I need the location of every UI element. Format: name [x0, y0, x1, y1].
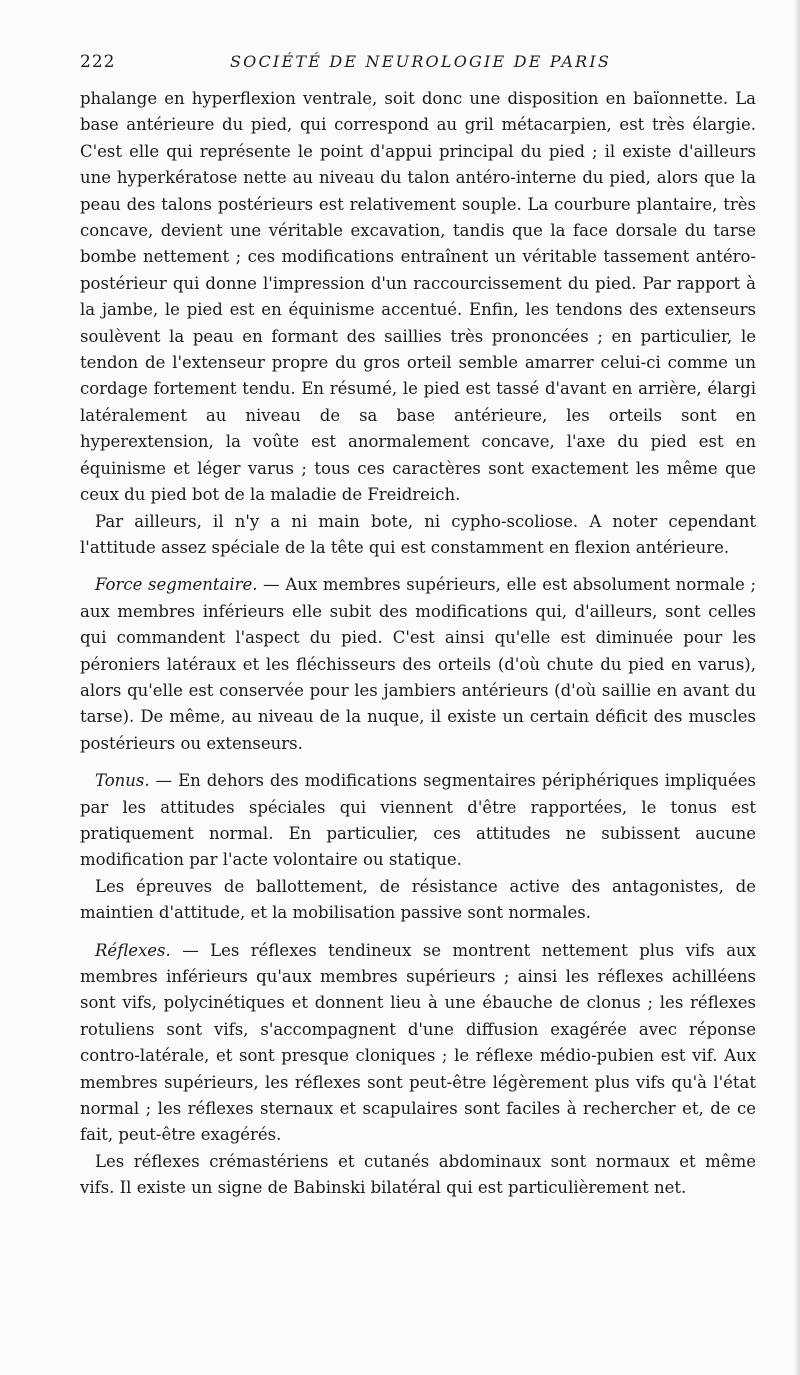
section-heading: Tonus.: [95, 771, 150, 791]
paragraph-text: Par ailleurs, il n'y a ni main bote, ni cypho-scoliose. A noter cependant l'attitude assez spéciale de la tête qui est constamment en flexion antérieure.: [80, 511, 756, 557]
paragraph-other-findings: [80, 509, 756, 562]
page-header: [80, 52, 760, 78]
paragraph-text: Les réflexes crémastériens et cutanés abdominaux sont normaux et même vifs. Il existe un signe de Babinski bilatéral qui est particulièrement net.: [80, 1151, 756, 1198]
paragraph-text: Les épreuves de ballottement, de résistance active des antagonistes, de maintien d'attitude, et la mobilisation passive sont normales.: [80, 876, 756, 923]
section-heading: Réflexes.: [95, 940, 171, 960]
running-title: SOCIÉTÉ DE NEUROLOGIE DE PARIS: [230, 52, 612, 71]
paragraph-text: — Les réflexes tendineux se montrent nettement plus vifs aux membres inférieurs qu'aux membres supérieurs ; ainsi les réflexes achilléens sont vifs, polycinétiques et donnent lieu à une ébauche de clonus ; les réflexes rotuliens sont vifs, s'accompagnent d'une diffusion exagérée avec réponse contro-latérale, et sont presque cloniques ; le réflexe médio-pubien est vif. Aux membres supérieurs, les réflexes sont peut-être légèrement plus vifs qu'à l'état normal ; les réflexes sternaux et scapulaires sont faciles à rechercher et, de ce fait, peut-être exagérés.: [80, 940, 756, 1145]
paragraph-reflexes-cutanes: [80, 1149, 756, 1202]
page-edge-shadow: [794, 0, 800, 1375]
body-text: [80, 86, 756, 1202]
paragraph-tonus: [80, 768, 756, 874]
paragraph-epreuves: [80, 874, 756, 927]
paragraph-text: phalange en hyperflexion ventrale, soit donc une disposition en baïonnette. La base antérieure du pied, qui correspond au gril métacarpien, est très élargie. C'est elle qui représente le point d'appui principal du pied ; il existe d'ailleurs une hyperkératose nette au niveau du talon antéro-interne du pied, alors que la peau des talons postérieurs est relativement souple. La courbure plantaire, très concave, devient une véritable excavation, tandis que la face dorsale du tarse bombe nettement ; ces modifications entraînent un véritable tassement antéro-postérieur qui donne l'impression d'un raccourcissement du pied. Par rapport à la jambe, le pied est en équinisme accentué. Enfin, les tendons des extenseurs soulèvent la peau en formant des saillies très prononcées ; en particulier, le tendon de l'extenseur propre du gros orteil semble amarrer celui-ci comme un cordage fortement tendu. En résumé, le pied est tassé d'avant en arrière, élargi latéralement au niveau de sa base antérieure, les orteils sont en hyperextension, la voûte est anormalement concave, l'axe du pied est en équinisme et léger varus ; tous ces caractères sont exactement les même que ceux du pied bot de la maladie de Freidreich.: [80, 89, 756, 505]
paragraph-text: — En dehors des modifications segmentaires périphériques impliquées par les attitudes spéciales qui viennent d'être rapportées, le tonus est pratiquement normal. En particulier, ces attitudes ne subissent aucune modification par l'acte volontaire ou statique.: [80, 771, 756, 870]
paragraph-text: — Aux membres supérieurs, elle est absolument normale ; aux membres inférieurs elle subit des modifications qui, d'ailleurs, sont celles qui commandent l'aspect du pied. C'est ainsi qu'elle est diminuée pour les péroniers latéraux et les fléchisseurs des orteils (d'où chute du pied en varus), alors qu'elle est conservée pour les jambiers antérieurs (d'où saillie en avant du tarse). De même, au niveau de la nuque, il existe un certain déficit des muscles postérieurs ou extenseurs.: [80, 575, 757, 753]
paragraph-force-segmentaire: [80, 572, 756, 757]
page-number: 222: [80, 52, 116, 72]
paragraph-foot-description: [80, 86, 756, 509]
section-heading: Force segmentaire.: [95, 575, 258, 595]
paragraph-reflexes: [80, 938, 756, 1149]
